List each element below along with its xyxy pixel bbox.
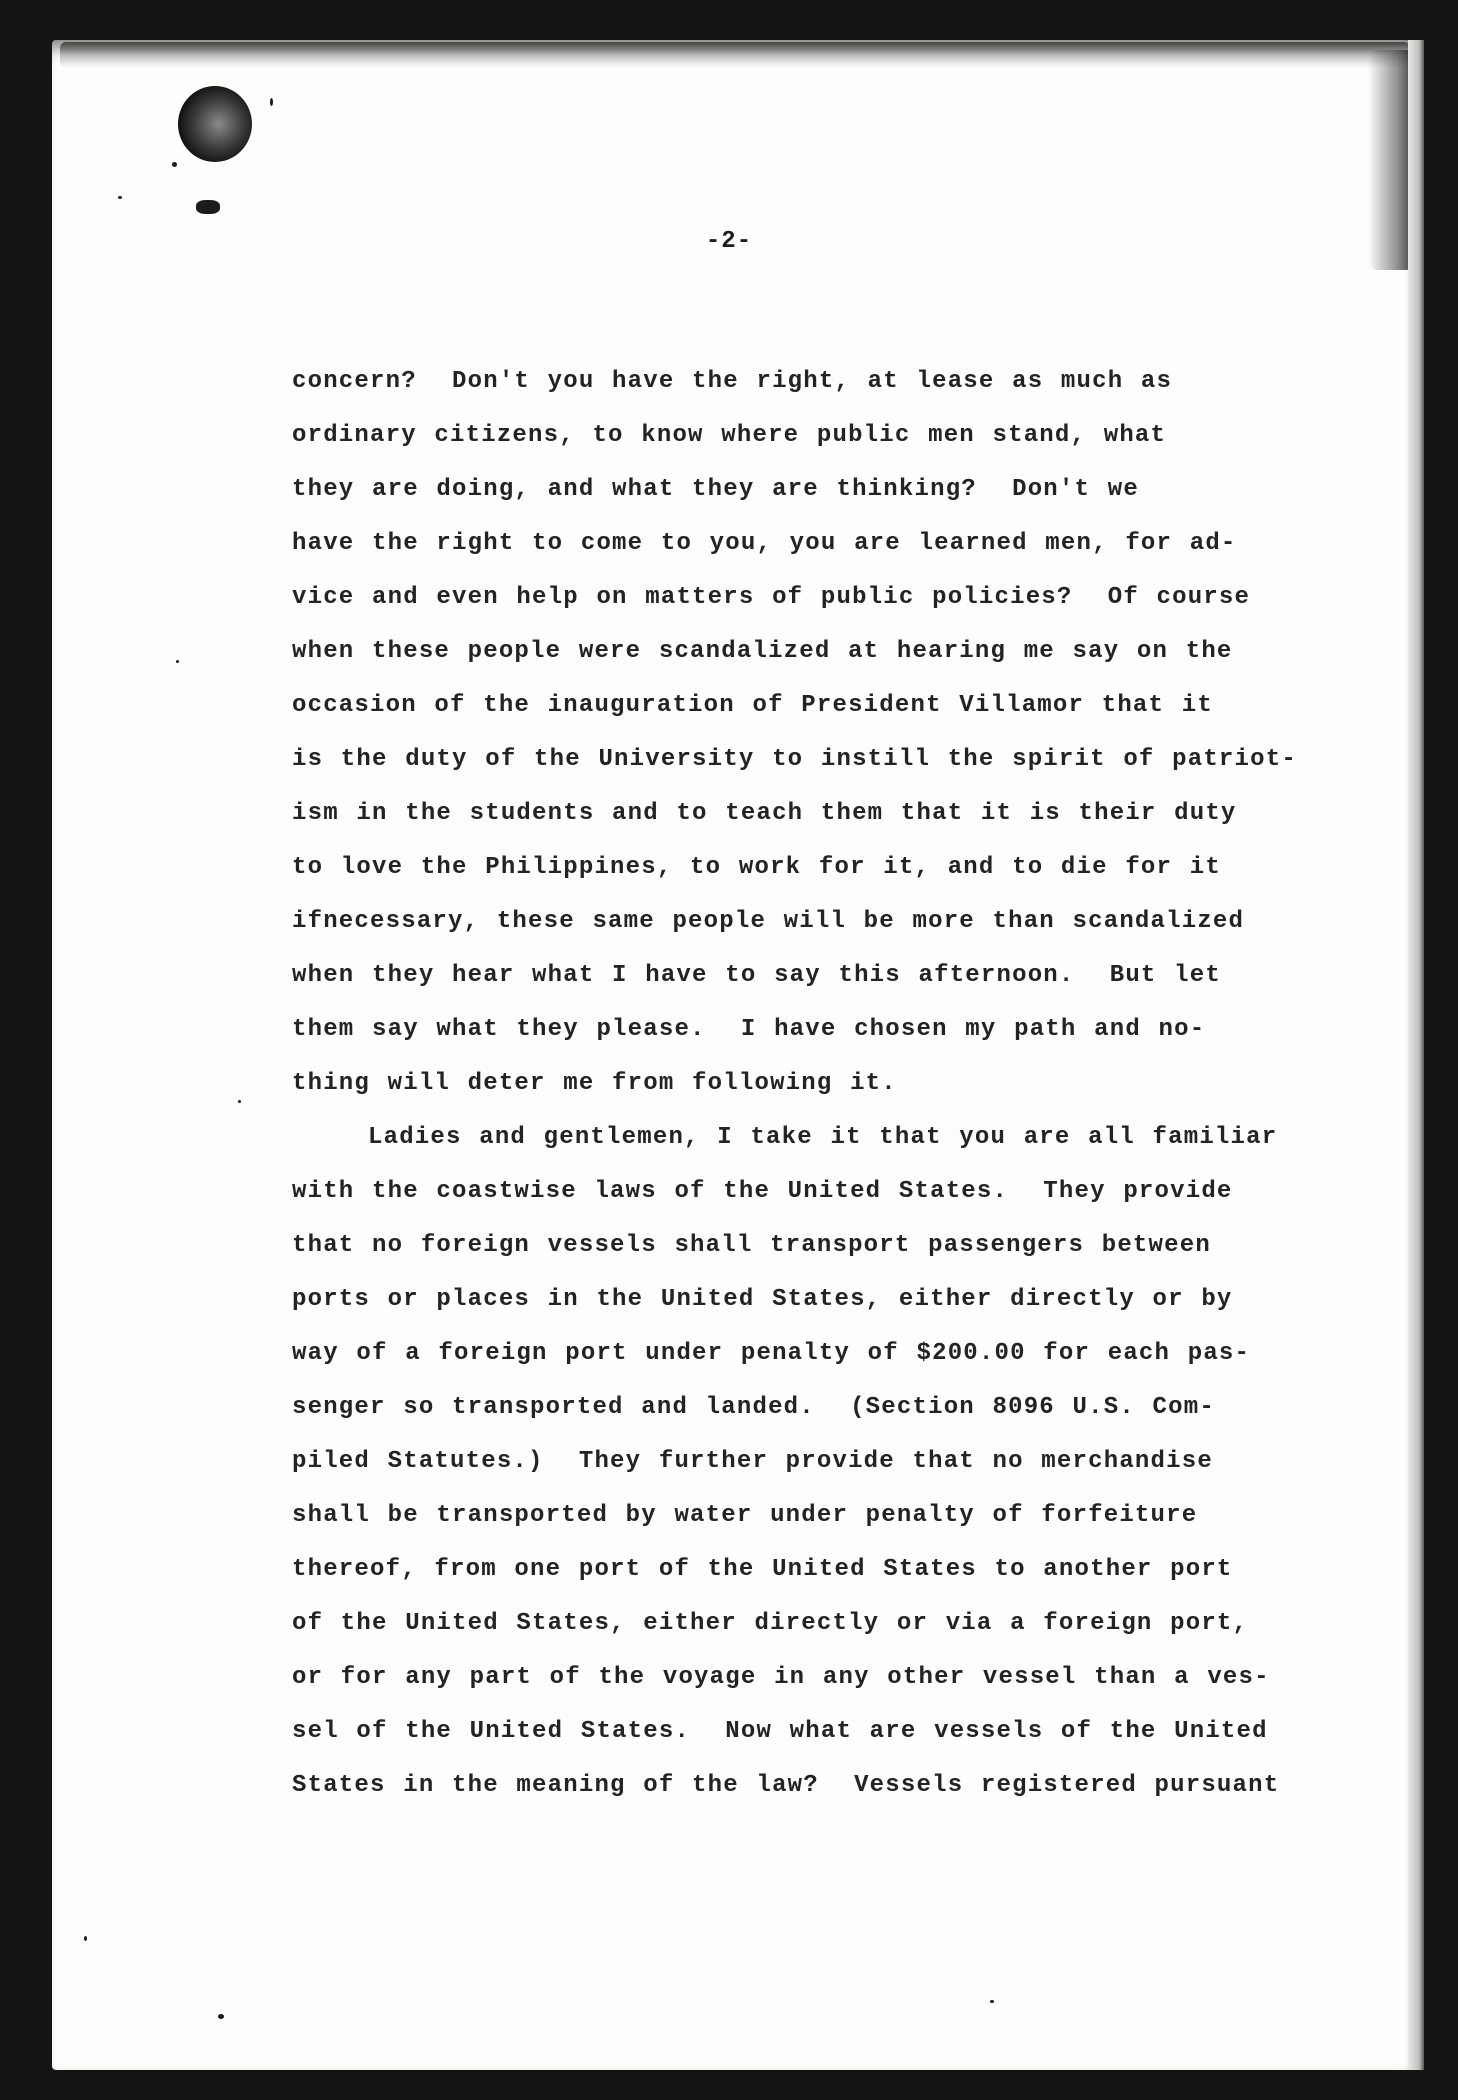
- text-line: ordinary citizens, to know where public men stand, what: [292, 422, 1167, 449]
- ink-spot: [270, 98, 273, 106]
- text-line: ism in the students and to teach them that it is their duty: [292, 800, 1237, 827]
- right-paper-edge: [1408, 40, 1424, 2070]
- text-line: that no foreign vessels shall transport passengers between: [292, 1232, 1211, 1259]
- text-line: sel of the United States. Now what are vessels of the United: [292, 1718, 1268, 1745]
- ink-spot: [218, 2014, 224, 2019]
- text-line: occasion of the inauguration of President Villamor that it: [292, 692, 1213, 719]
- ink-spot: [238, 1100, 241, 1103]
- paragraph-start-line: Ladies and gentlemen, I take it that you are all familiar: [368, 1124, 1278, 1151]
- text-line: shall be transported by water under penalty of forfeiture: [292, 1502, 1198, 1529]
- text-line: vice and even help on matters of public policies? Of course: [292, 584, 1251, 611]
- text-line: thereof, from one port of the United States to another port: [292, 1556, 1233, 1583]
- ink-spot: [990, 2000, 994, 2003]
- text-line: to love the Philippines, to work for it, and to die for it: [292, 854, 1221, 881]
- text-line: with the coastwise laws of the United States. They provide: [292, 1178, 1233, 1205]
- text-line: them say what they please. I have chosen my path and no-: [292, 1016, 1206, 1043]
- text-line: States in the meaning of the law? Vessels registered pursuant: [292, 1772, 1280, 1799]
- text-line: when they hear what I have to say this afternoon. But let: [292, 962, 1221, 989]
- text-line: senger so transported and landed. (Section 8096 U.S. Com-: [292, 1394, 1215, 1421]
- top-edge-shadow: [60, 42, 1410, 68]
- text-line: way of a foreign port under penalty of $200.00 for each pas-: [292, 1340, 1251, 1367]
- text-line: thing will deter me from following it.: [292, 1070, 897, 1097]
- text-line: piled Statutes.) They further provide that no merchandise: [292, 1448, 1213, 1475]
- ink-spot: [172, 162, 177, 167]
- text-line: is the duty of the University to instill the spirit of patriot-: [292, 746, 1297, 773]
- text-line: concern? Don't you have the right, at lease as much as: [292, 368, 1173, 395]
- text-line: of the United States, either directly or via a foreign port,: [292, 1610, 1249, 1637]
- ink-spot: [176, 660, 179, 663]
- ink-spot: [84, 1936, 87, 1941]
- ink-spot: [196, 200, 220, 214]
- page-number: -2-: [705, 228, 753, 255]
- document-body: [292, 362, 1297, 1820]
- text-line: or for any part of the voyage in any other vessel than a ves-: [292, 1664, 1270, 1691]
- text-line: have the right to come to you, you are learned men, for ad-: [292, 530, 1237, 557]
- text-line: they are doing, and what they are thinking? Don't we: [292, 476, 1139, 503]
- text-line: ifnecessary, these same people will be more than scandalized: [292, 908, 1245, 935]
- text-line: ports or places in the United States, either directly or by: [292, 1286, 1233, 1313]
- text-line: when these people were scandalized at hearing me say on the: [292, 638, 1233, 665]
- ink-spot: [118, 196, 122, 199]
- punch-hole-icon: [178, 86, 252, 162]
